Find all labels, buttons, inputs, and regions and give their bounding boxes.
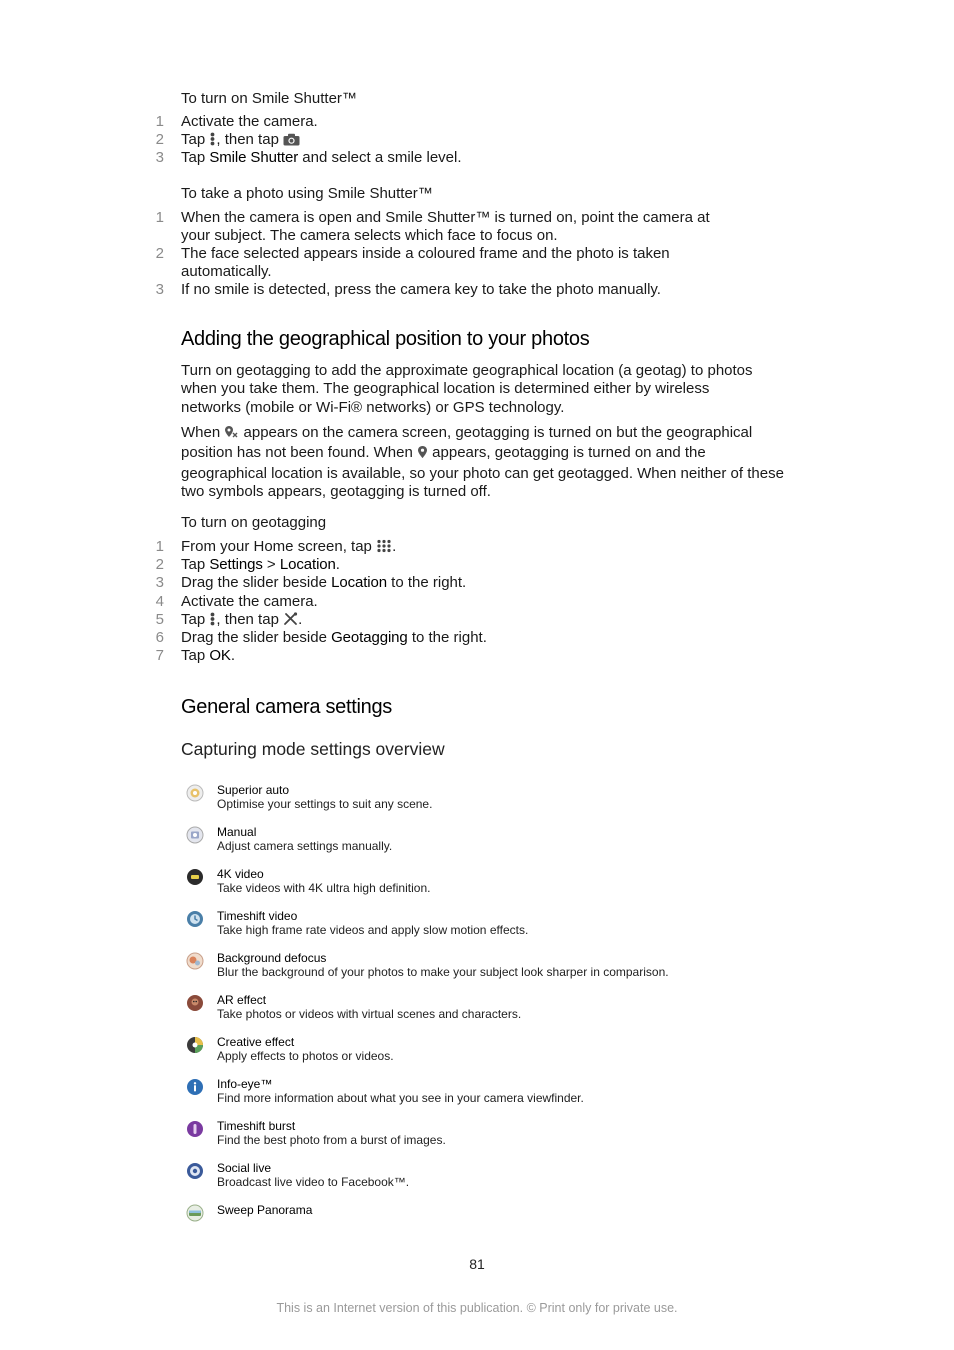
mode-name: Timeshift burst [217,1119,296,1133]
step-text-part: . [392,538,397,555]
step-number: 3 [155,149,164,167]
step [0,593,954,611]
creative-effect-icon [186,1036,204,1054]
ui-term: Location [331,574,388,592]
mode-name: Sweep Panorama [217,1203,313,1217]
step-number: 6 [155,628,164,646]
app-grid-icon [376,539,392,558]
settings-tools-icon [283,612,298,631]
step [0,538,954,556]
mode-superior-auto [186,783,826,815]
step-text: The face selected appears inside a coloured frame and the photo is taken automatically. [181,245,670,281]
mode-description: Adjust camera settings manually. [217,839,393,853]
step-number: 5 [155,610,164,628]
step-text-part: Drag the slider beside [181,574,332,592]
section-heading-geotagging: Adding the geographical position to your photos [181,328,590,350]
step-number: 3 [155,281,164,299]
mode-4k-video [186,867,826,899]
footer-notice: This is an Internet version of this publication. © Print only for private use. [276,1301,678,1315]
steps-smile-shutter-on [0,113,954,168]
step-text-part: and select a smile level. [298,149,462,167]
step-number: 3 [155,574,164,592]
mode-name: Creative effect [217,1035,295,1049]
step [0,281,954,299]
info-eye-icon [186,1078,204,1096]
geotag-found-icon [417,445,428,464]
step-text [181,574,791,592]
mode-ar-effect [186,993,826,1025]
section-heading-general-camera-settings: General camera settings [181,696,392,718]
step [0,611,954,629]
step-number: 2 [155,245,164,263]
ui-term: Location [279,556,336,574]
mode-timeshift-video [186,909,826,941]
step-text-part: . [298,610,303,628]
superior-auto-icon [186,784,204,802]
step-text-part: Tap [181,647,210,665]
ui-term: Settings [209,556,263,574]
mode-description: Optimise your settings to suit any scene. [217,797,433,811]
step-text-part: Drag the slider beside [181,628,332,646]
step-number: 1 [155,538,164,555]
mode-name: Superior auto [217,783,290,797]
step-number: 1 [155,209,164,226]
step-number: 2 [155,131,164,149]
mode-description: Blur the background of your photos to make your subject look sharper in comparison. [217,965,669,979]
step-text-part: . [230,647,236,665]
social-live-icon [186,1162,204,1180]
step-number: 4 [155,592,164,610]
mode-description: Take high frame rate videos and apply slow motion effects. [217,923,529,937]
step-text [181,131,791,151]
mode-description: Take photos or videos with virtual scenes and characters. [217,1007,522,1021]
mode-name: AR effect [217,993,267,1007]
ui-term: Smile Shutter [209,149,299,167]
page-number: 81 [469,1256,485,1272]
step-text [181,556,791,574]
step-text: Activate the camera. [181,113,318,130]
mode-sweep-panorama [186,1203,826,1235]
step-text-part: to the right. [407,628,487,646]
step-text-part: , then tap [216,610,284,628]
step-number: 7 [155,647,164,665]
paragraph-part: appears, geotagging is turned on and the geographical location is available, so your photo can get geotagged. When neither of these two symbols appears, geotagging is turned off. [181,444,784,500]
mode-creative-effect [186,1035,826,1067]
step-number: 1 [155,113,164,130]
step-text [181,538,791,558]
4k-video-icon [186,868,204,886]
step [0,113,954,131]
mode-name: Info-eye™ [217,1077,273,1091]
steps-geotagging [0,538,954,665]
step [0,131,954,149]
step [0,556,954,574]
step-text-part: > [262,556,280,574]
step-text-part: Tap [181,610,210,628]
ui-term: Geotagging [331,628,408,646]
mode-timeshift-burst [186,1119,826,1151]
step-text-part: Tap [181,131,210,149]
mode-name: Timeshift video [217,909,298,923]
timeshift-burst-icon [186,1120,204,1138]
mode-description: Find the best photo from a burst of images. [217,1133,446,1147]
task-title-smile-shutter-on: To turn on Smile Shutter™ [181,90,357,107]
step-text [181,647,791,665]
subheading-capturing-mode: Capturing mode settings overview [181,739,445,759]
mode-manual [186,825,826,857]
step-text [181,629,791,647]
step [0,629,954,647]
mode-description: Find more information about what you see in your camera viewfinder. [217,1091,584,1105]
manual-icon [186,826,204,844]
ui-term: OK [209,647,231,665]
ar-effect-icon [186,994,204,1012]
task-title-smile-shutter-photo: To take a photo using Smile Shutter™ [181,185,433,202]
geotag-searching-icon [224,425,239,444]
mode-name: Background defocus [217,951,327,965]
step-text: When the camera is open and Smile Shutter™ is turned on, point the camera at your subject. The camera selects which face to focus on. [181,209,710,244]
step [0,647,954,665]
timeshift-video-icon [186,910,204,928]
step [0,149,954,167]
mode-info-eye [186,1077,826,1109]
step-text-part: , then tap [216,131,284,149]
step-number: 2 [155,556,164,574]
geotagging-intro-paragraph: Turn on geotagging to add the approximate geographical location (a geotag) to photos when you take them. The geographical location is determined either by wireless networks (mobile or Wi-Fi® networks) or GPS technology. [181,362,753,416]
paragraph-part: appears on the camera screen, geotagging is turned on but the geographical position has not been found. When [181,424,753,462]
paragraph-part: When [181,424,225,441]
step-text-part: . [335,556,340,574]
step [0,245,954,281]
step-text-part: Tap [181,556,210,574]
mode-name: Manual [217,825,257,839]
step-text: If no smile is detected, press the camera key to take the photo manually. [181,281,661,299]
step-text [181,611,791,631]
mode-background-defocus [186,951,826,983]
sweep-panorama-icon [186,1204,204,1222]
mode-name: Social live [217,1161,272,1175]
background-defocus-icon [186,952,204,970]
step [0,574,954,592]
step-text-part: From your Home screen, tap [181,538,377,555]
geotagging-symbols-paragraph [181,424,793,501]
steps-smile-shutter-photo [0,209,954,300]
step-text-part: to the right. [387,574,467,592]
step [0,209,954,245]
step-text: Activate the camera. [181,592,318,610]
mode-description: Broadcast live video to Facebook™. [217,1175,410,1189]
mode-description: Take videos with 4K ultra high definition. [217,881,431,895]
task-title-geotagging: To turn on geotagging [181,514,327,531]
step-text-part: Tap [181,149,210,167]
mode-description: Apply effects to photos or videos. [217,1049,394,1063]
step-text [181,149,791,167]
mode-social-live [186,1161,826,1193]
mode-name: 4K video [217,867,264,881]
